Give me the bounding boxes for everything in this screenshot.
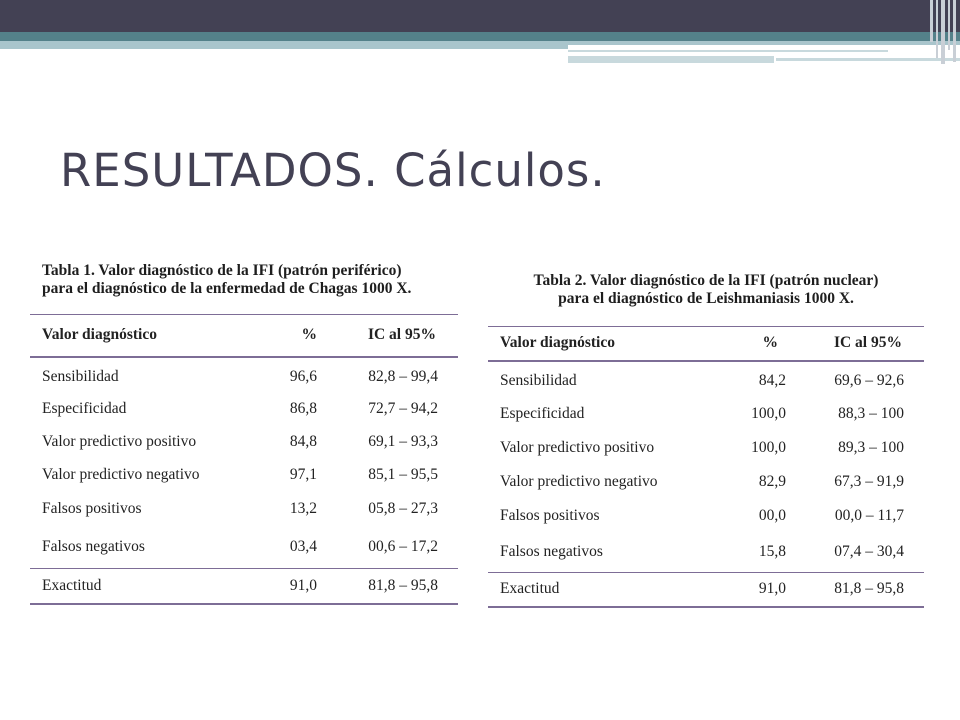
header-bar-dark [0,0,960,32]
table1-footer-row [30,569,458,604]
table2-header-pct: % [762,334,778,352]
table1-caption-line2: para el diagnóstico de la enfermedad de Chagas 1000 X. [42,280,412,297]
row-pct: 97,1 [289,466,317,483]
row-ic: 85,1 – 95,5 [368,466,438,483]
footer-pct: 91,0 [289,576,317,594]
table-row [30,393,458,426]
row-ic: 72,7 – 94,2 [368,400,438,417]
header-vertical-stripe [941,0,945,64]
table2-header-ic: IC al 95% [833,334,902,352]
row-pct: 100,0 [751,404,786,422]
header-line-mid [568,56,774,63]
row-label: Valor predictivo negativo [500,472,658,490]
row-label: Sensibilidad [500,372,577,389]
table-row [30,492,458,527]
table-row [488,533,924,573]
row-pct: 03,4 [289,538,317,556]
table1-caption [30,262,458,298]
footer-label: Exactitud [500,580,560,598]
table2 [488,326,924,608]
table-row [488,499,924,533]
table2-header-label: Valor diagnóstico [500,334,615,352]
row-pct: 13,2 [289,500,317,517]
row-ic: 88,3 – 100 [838,404,904,422]
table1 [30,314,458,605]
header-bar-light-right [568,41,960,45]
row-pct: 84,8 [289,433,317,450]
header-vertical-stripe [936,0,938,58]
footer-pct: 91,0 [758,580,786,598]
footer-ic: 81,8 – 95,8 [368,576,438,594]
row-pct: 100,0 [751,438,786,456]
table1-header-row [30,315,458,357]
table-row [30,357,458,393]
slide-title: RESULTADOS. Cálculos. [60,144,606,197]
table-row [488,465,924,499]
row-ic: 00,0 – 11,7 [834,506,904,524]
table1-header-label: Valor diagnóstico [42,326,157,344]
row-label: Falsos negativos [500,543,603,561]
table2-header-row [488,327,924,361]
header-vertical-stripe [948,0,950,50]
table1-header-ic: IC al 95% [367,326,436,344]
row-label: Falsos positivos [42,500,142,517]
table1-header-pct: % [301,326,317,344]
row-ic: 82,8 – 99,4 [368,368,438,385]
table2-block [488,272,924,608]
table-row [488,431,924,465]
table2-caption [488,272,924,308]
row-pct: 86,8 [289,400,317,417]
footer-ic: 81,8 – 95,8 [834,580,904,598]
header-line-short [776,58,960,61]
row-ic: 67,3 – 91,9 [834,472,904,490]
header-vertical-stripe [953,0,956,62]
table1-block [30,262,458,605]
table-row [30,459,458,492]
table-row [30,527,458,569]
row-ic: 05,8 – 27,3 [368,500,438,517]
row-label: Sensibilidad [42,368,119,385]
header-bar-light [0,41,568,49]
header-line-thin [568,50,888,52]
row-pct: 96,6 [289,368,317,385]
table2-caption-line2: para el diagnóstico de Leishmaniasis 1000 X. [558,290,854,307]
row-label: Falsos negativos [42,538,145,556]
row-label: Especificidad [500,404,585,422]
row-pct: 00,0 [758,506,786,524]
row-ic: 00,6 – 17,2 [368,538,438,556]
row-label: Especificidad [42,400,127,417]
table2-caption-line1: Tabla 2. Valor diagnóstico de la IFI (patrón nuclear) [533,272,879,289]
header-vertical-stripe [930,0,933,42]
row-label: Valor predictivo negativo [42,466,200,483]
row-pct: 82,9 [758,472,786,490]
header-bar-teal [0,32,960,41]
row-pct: 15,8 [758,543,786,561]
row-ic: 69,1 – 93,3 [368,433,438,450]
row-label: Falsos positivos [500,506,600,524]
footer-label: Exactitud [42,576,102,594]
row-ic: 07,4 – 30,4 [834,543,904,561]
row-label: Valor predictivo positivo [42,433,197,450]
table-row [30,426,458,459]
row-ic: 89,3 – 100 [838,438,904,456]
table-row [488,397,924,431]
table1-caption-line1: Tabla 1. Valor diagnóstico de la IFI (patrón periférico) [42,262,402,279]
table2-footer-row [488,573,924,607]
row-pct: 84,2 [758,372,786,389]
row-ic: 69,6 – 92,6 [834,372,904,389]
row-label: Valor predictivo positivo [500,438,655,456]
table-row [488,361,924,397]
